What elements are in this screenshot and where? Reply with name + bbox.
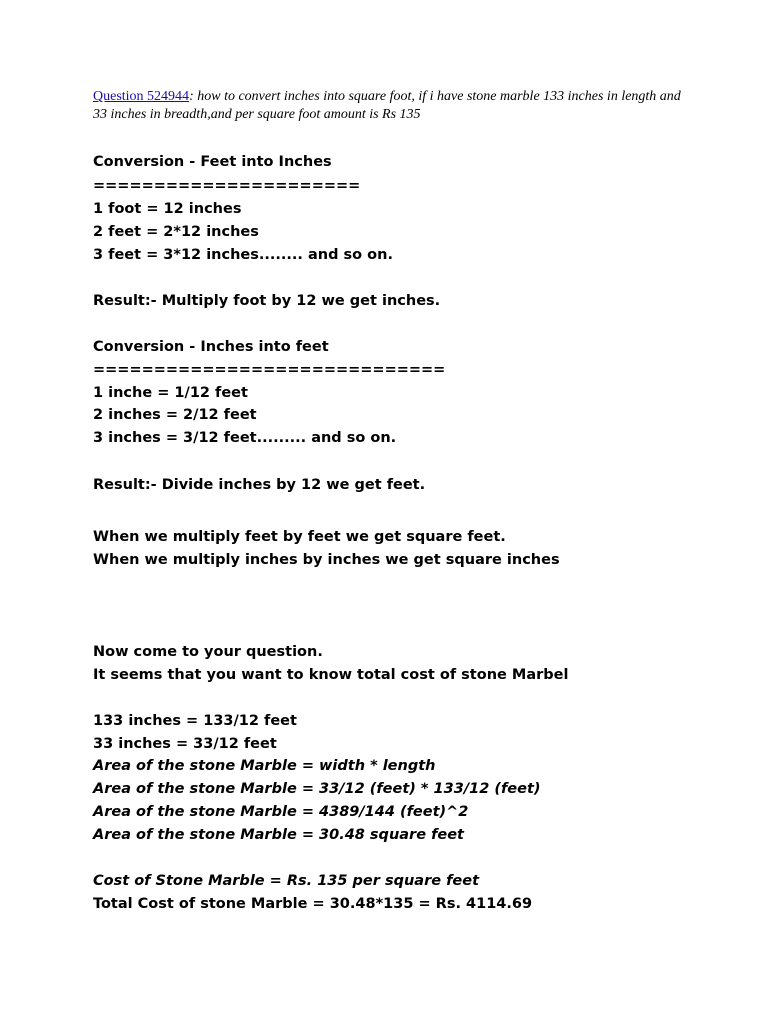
question-text [93, 88, 693, 124]
heading-inches-into-feet: Conversion - Inches into feet [93, 339, 329, 355]
heading-feet-into-inches: Conversion - Feet into Inches [93, 154, 332, 170]
area-line: Area of the stone Marble = 4389/144 (feet)^2 [93, 804, 469, 820]
text-line: 3 feet = 3*12 inches........ and so on. [93, 247, 393, 263]
area-line: Area of the stone Marble = width * length [93, 758, 436, 774]
text-line: 1 inche = 1/12 feet [93, 385, 248, 401]
result-line: Result:- Multiply foot by 12 we get inches. [93, 293, 441, 309]
question-body: : how to convert inches into square foot, if i have stone marble 133 inches in length and 33 inches in breadth,and per square foot amount is Rs 135 [93, 89, 681, 122]
text-line: 133 inches = 133/12 feet [93, 713, 297, 729]
total-cost-line: Total Cost of stone Marble = 30.48*135 = Rs. 4114.69 [93, 896, 533, 912]
area-line: Area of the stone Marble = 30.48 square feet [93, 827, 464, 843]
area-line: Area of the stone Marble = 33/12 (feet) * 133/12 (feet) [93, 781, 541, 797]
text-line: When we multiply inches by inches we get square inches [93, 552, 560, 568]
text-line: 2 feet = 2*12 inches [93, 224, 259, 240]
cost-line: Cost of Stone Marble = Rs. 135 per square feet [93, 873, 480, 889]
text-line: Now come to your question. [93, 644, 323, 660]
question-link[interactable]: Question 524944 [93, 89, 190, 104]
text-line: 3 inches = 3/12 feet......... and so on. [93, 430, 397, 446]
result-line: Result:- Divide inches by 12 we get feet. [93, 477, 426, 493]
text-line: 33 inches = 33/12 feet [93, 736, 277, 752]
text-line: It seems that you want to know total cost of stone Marbel [93, 667, 569, 683]
divider-line: ====================== [93, 178, 361, 194]
text-line: 2 inches = 2/12 feet [93, 407, 257, 423]
divider-line: ============================= [93, 362, 446, 378]
text-line: When we multiply feet by feet we get square feet. [93, 529, 506, 545]
text-line: 1 foot = 12 inches [93, 201, 242, 217]
